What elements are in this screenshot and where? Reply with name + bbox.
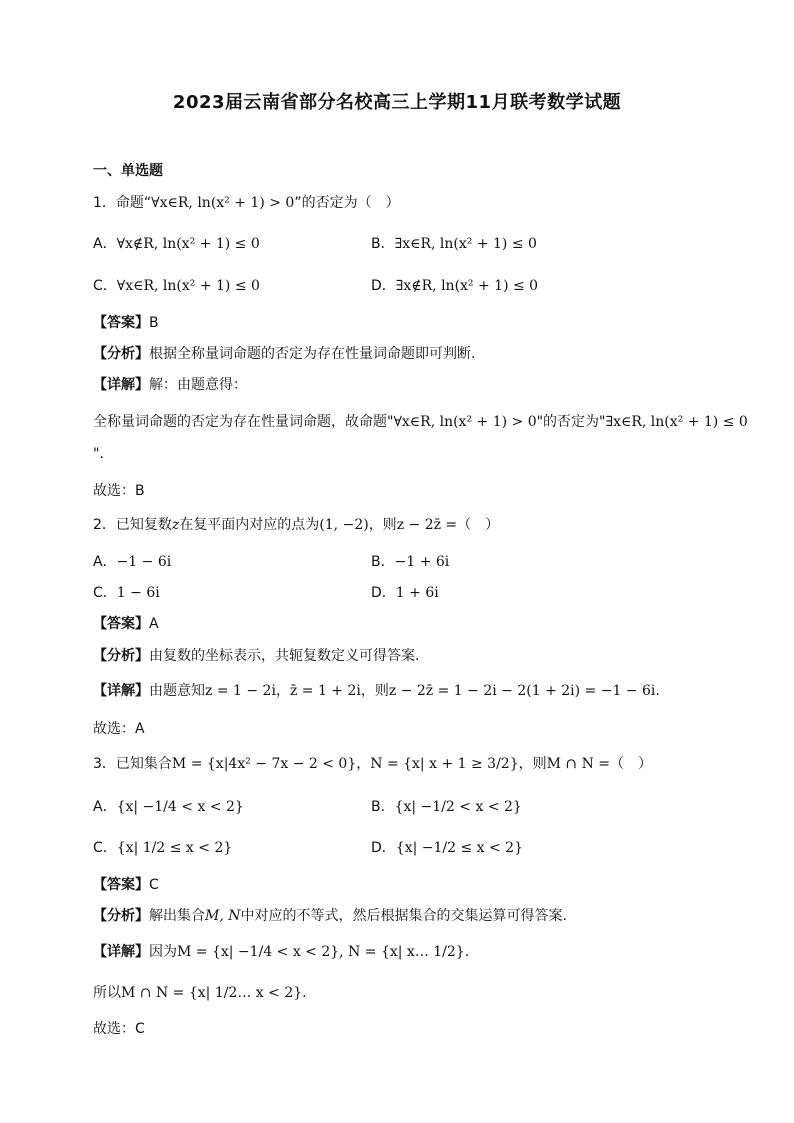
q3-detail-m1: M = {x| −1/4 < x < 2}, N = {x| x… 1/2} [177, 944, 465, 960]
q1-option-a [93, 233, 260, 253]
q1-option-b-label: B． [371, 236, 395, 252]
q2-stem-prefix: 2．已知复数 [93, 517, 172, 533]
q3-option-d [371, 837, 523, 857]
q1-analysis-text: 根据全称量词命题的否定为存在性量词命题即可判断. [149, 346, 476, 362]
q3-option-b-text: {x| −1/2 < x < 2} [394, 799, 522, 815]
q2-detail-sep: ， [275, 683, 290, 699]
q3-detail-tag: 【详解】 [93, 944, 149, 960]
q1-option-d-text: ∃x∉R, ln(x² + 1) ≤ 0 [395, 278, 539, 294]
q2-option-b [371, 551, 449, 571]
q2-option-a-label: A． [93, 554, 117, 570]
q1-option-c-text: ∀x∈R, ln(x² + 1) ≤ 0 [116, 278, 260, 294]
q3-stem-then: ，则 [518, 756, 547, 772]
q1-detail-tag: 【详解】 [93, 377, 149, 393]
q1-choose: 故选：B [93, 483, 145, 499]
q2-option-c-label: C． [93, 585, 117, 601]
q2-option-b-label: B． [371, 554, 395, 570]
q3-analysis [93, 905, 567, 925]
q3-detail-end: . [464, 944, 470, 960]
q2-detail-end: . [655, 683, 660, 699]
q2-stem-end: （ ） [457, 517, 500, 533]
q2-stem-mid: 在复平面内对应的点为 [179, 517, 320, 533]
section-heading: 一、单选题 [93, 163, 163, 179]
q2-stem [93, 514, 499, 534]
q2-option-a-text: −1 − 6i [116, 554, 172, 570]
q3-stem-n: N = {x| x + 1 ≥ 3/2} [370, 756, 519, 772]
q3-stem-sep: ， [356, 756, 371, 772]
q3-stem [93, 753, 652, 773]
q1-detail2-text: 全称量词命题的否定为存在性量词命题，故命题" [93, 414, 394, 430]
q3-so-math: M ∩ N = {x| 1/2… x < 2} [121, 985, 303, 1001]
q1-analysis-tag: 【分析】 [93, 346, 149, 362]
q1-detail2-math2: ∃x∈R, ln(x² + 1) ≤ 0 [605, 414, 748, 430]
q2-detail-prefix: 由题意知 [149, 683, 205, 699]
q2-stem-then: ，则 [368, 517, 397, 533]
q2-analysis [93, 645, 419, 665]
q2-detail-m1: z = 1 − 2i [205, 683, 276, 699]
q3-stem-m: M = {x|4x² − 7x − 2 < 0} [171, 756, 357, 772]
q2-option-d-text: 1 + 6i [395, 585, 439, 601]
q3-stem-expr: M ∩ N = [546, 756, 611, 772]
q2-detail-m3: z − 2z̄ = 1 − 2i − 2(1 + 2i) = −1 − 6i [388, 683, 656, 699]
q1-detail2-math1: ∀x∈R, ln(x² + 1) > 0 [393, 414, 537, 430]
q3-so-end: . [302, 985, 307, 1001]
q3-answer [93, 874, 159, 894]
q3-analysis-math: M, N [205, 908, 241, 924]
q1-stem-suffix: ”的否定为（ ） [294, 195, 400, 211]
q2-stem-z: z [171, 517, 180, 533]
q2-detail-tag: 【详解】 [93, 683, 149, 699]
q2-stem-expr: z − 2z̄ = [396, 517, 458, 533]
q1-option-d [371, 275, 538, 295]
q2-answer-value: A [149, 616, 159, 632]
q3-answer-tag: 【答案】 [93, 877, 149, 893]
q1-stem [93, 192, 400, 212]
q1-detail-text: 解：由题意得： [149, 377, 247, 393]
q1-stem-math: ∀x∈R, ln(x² + 1) > 0 [151, 195, 295, 211]
q3-option-b [371, 796, 522, 816]
q1-option-b [371, 233, 537, 253]
q2-detail [93, 680, 660, 700]
q1-detail-line3: ". [93, 446, 104, 462]
q2-analysis-tag: 【分析】 [93, 648, 149, 664]
q3-option-a [93, 796, 244, 816]
q3-option-b-label: B． [371, 799, 395, 815]
q3-choose: 故选：C [93, 1021, 145, 1037]
q1-option-b-text: ∃x∈R, ln(x² + 1) ≤ 0 [394, 236, 537, 252]
q1-option-c-label: C． [93, 278, 117, 294]
q2-choose: 故选：A [93, 721, 145, 737]
page-title: 2023届云南省部分名校高三上学期11月联考数学试题 [172, 92, 622, 113]
q1-detail [93, 374, 247, 394]
q1-option-c [93, 275, 260, 295]
q2-option-c [93, 582, 160, 602]
q1-detail-line2 [93, 411, 748, 431]
q1-analysis [93, 343, 475, 363]
q2-option-a [93, 551, 171, 571]
q3-option-d-text: {x| −1/2 ≤ x < 2} [395, 840, 523, 856]
q3-analysis-prefix: 解出集合 [149, 908, 205, 924]
q1-option-a-text: ∀x∉R, ln(x² + 1) ≤ 0 [116, 236, 260, 252]
q2-option-c-text: 1 − 6i [116, 585, 160, 601]
q3-stem-end: （ ） [610, 756, 653, 772]
q2-detail-then: ，则 [360, 683, 389, 699]
q1-option-d-label: D． [371, 278, 396, 294]
q2-stem-point: (1, −2) [319, 517, 369, 533]
q3-analysis-tag: 【分析】 [93, 908, 149, 924]
q3-option-c-text: {x| 1/2 ≤ x < 2} [116, 840, 233, 856]
q3-option-d-label: D． [371, 840, 396, 856]
q3-option-c-label: C． [93, 840, 117, 856]
q2-option-b-text: −1 + 6i [394, 554, 450, 570]
q1-answer-value: B [149, 315, 159, 331]
q3-stem-prefix: 3．已知集合 [93, 756, 172, 772]
q1-answer [93, 312, 159, 332]
q3-answer-value: C [149, 877, 159, 893]
q1-stem-prefix: 1．命题“ [93, 195, 152, 211]
q2-answer [93, 613, 159, 633]
q1-option-a-label: A． [93, 236, 117, 252]
q3-detail [93, 941, 469, 961]
q2-answer-tag: 【答案】 [93, 616, 149, 632]
q3-option-a-text: {x| −1/4 < x < 2} [116, 799, 244, 815]
q2-detail-m2: z̄ = 1 + 2i [289, 683, 361, 699]
q3-analysis-suffix: 中对应的不等式，然后根据集合的交集运算可得答案. [240, 908, 567, 924]
q1-detail2-mid: "的否定为" [536, 414, 606, 430]
q3-option-a-label: A． [93, 799, 117, 815]
q2-option-d-label: D． [371, 585, 396, 601]
q2-option-d [371, 582, 439, 602]
q1-answer-tag: 【答案】 [93, 315, 149, 331]
q3-detail-prefix: 因为 [149, 944, 177, 960]
q3-so [93, 982, 307, 1002]
q3-option-c [93, 837, 232, 857]
q2-analysis-text: 由复数的坐标表示，共轭复数定义可得答案. [149, 648, 420, 664]
q3-so-prefix: 所以 [93, 985, 121, 1001]
